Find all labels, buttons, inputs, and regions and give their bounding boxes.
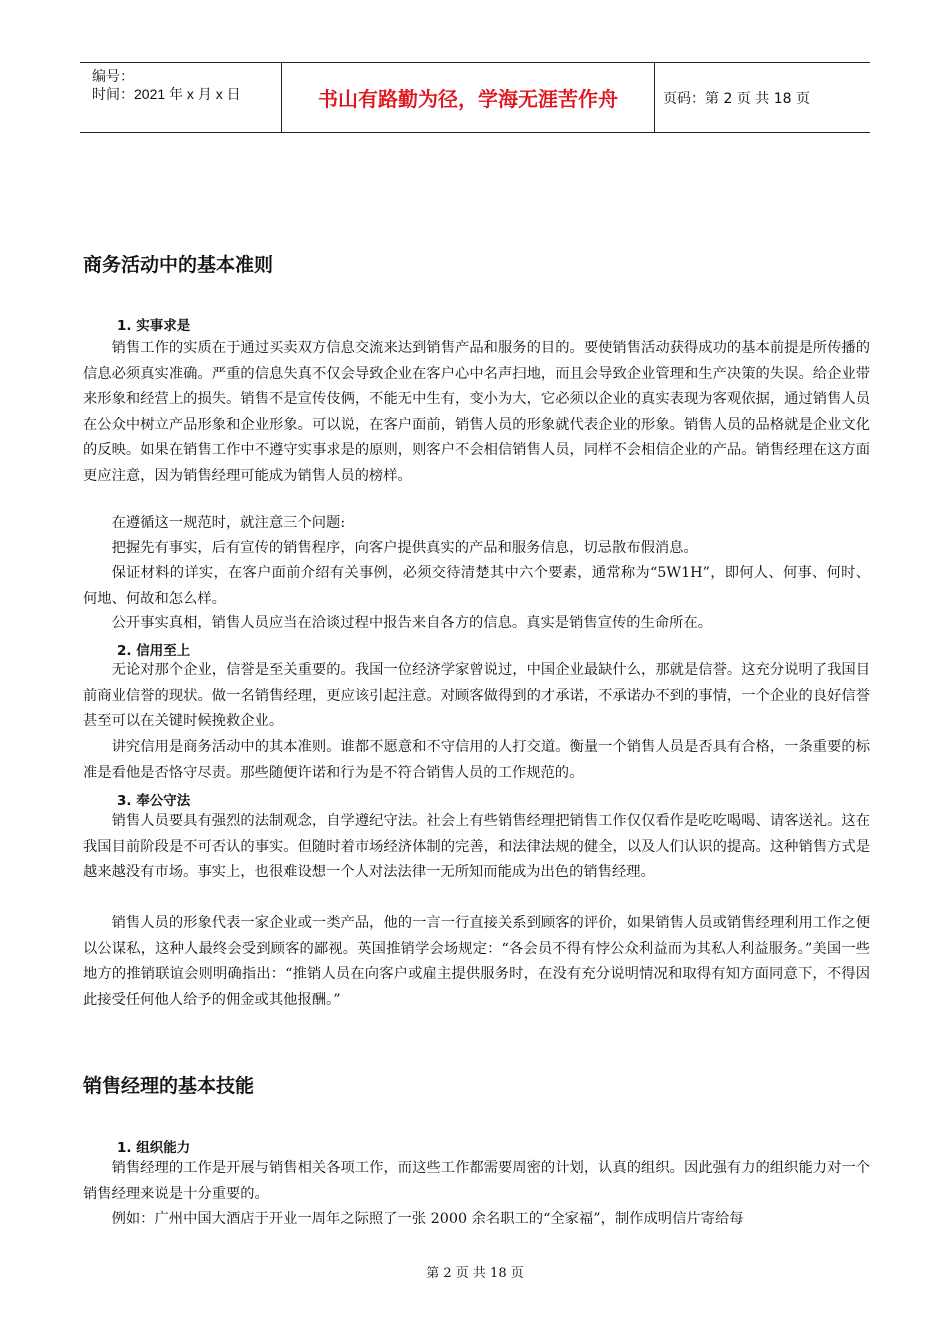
header-meta: [80, 63, 282, 132]
paragraph: 销售人员的形象代表一家企业或一类产品，他的一言一行直接关系到顾客的评价，如果销售人员或销售经理利用工作之便以公谋私，这种人最终会受到顾客的鄙视。英国推销学会场规定：“各会员不得有悖公众利益而为其私人利益服务。”美国一些地方的推销联谊会则明确指出：“推销人员在向客户或雇主提供服务时，在没有充分说明情况和取得有知方面同意下，不得因此接受任何他人给予的佣金或其他报酬。”: [83, 915, 870, 1008]
paragraph: 销售经理的工作是开展与销售相关各项工作，而这些工作都需要周密的计划，认真的组织。因此强有力的组织能力对一个销售经理来说是十分重要的。: [83, 1160, 870, 1202]
subsection-heading: 3. 奉公守法: [117, 793, 191, 809]
paragraph: 销售工作的实质在于通过买卖双方信息交流来达到销售产品和服务的目的。要使销售活动获得成功的基本前提是所传播的信息必须真实准确。严重的信息失真不仅会导致企业在客户心中名声扫地，而且会导致企业管理和生产决策的失误。给企业带来形象和经营上的损失。销售不是宣传伎俩，不能无中生有，变小为大，它必须以企业的真实表现为客观依据，通过销售人员在公众中树立产品形象和企业形象。可以说，在客户面前，销售人员的形象就代表企业的形象。销售人员的品格就是企业文化的反映。如果在销售工作中不遵守实事求是的原则，则客户不会相信销售人员，同样不会相信企业的产品。销售经理在这方面更应注意，因为销售经理可能成为销售人员的榜样。: [83, 340, 870, 484]
paragraph: 讲究信用是商务活动中的其本准则。谁都不愿意和不守信用的人打交道。衡量一个销售人员是否具有合格，一条重要的标准是看他是否恪守尽责。那些随便许诺和行为是不符合销售人员的工作规范的。: [83, 739, 870, 781]
subsection-heading: 1. 实事求是: [117, 318, 191, 334]
page-footer: 第 2 页 共 18 页: [426, 1266, 524, 1281]
subsection-heading: 1. 组织能力: [117, 1140, 191, 1156]
document-date-label: 时间：2021 年 x 月 x 日: [92, 86, 241, 102]
paragraph: 公开事实真相，销售人员应当在洽谈过程中报告来自各方的信息。真实是销售宣传的生命所在。: [111, 615, 713, 631]
paragraph: 无论对那个企业，信誉是至关重要的。我国一位经济学家曾说过，中国企业最缺什么，那就是信誉。这充分说明了我国目前商业信誉的现状。做一名销售经理，更应该引起注意。对顾客做得到的才承诺，不承诺办不到的事情，一个企业的良好信誉甚至可以在关键时候挽救企业。: [83, 662, 870, 729]
paragraph: 保证材料的详实，在客户面前介绍有关事例，必须交待清楚其中六个要素，通常称为“5W1H”，即何人、何事、何时、何地、何故和怎么样。: [83, 565, 870, 607]
paragraph: 销售人员要具有强烈的法制观念，自学遵纪守法。社会上有些销售经理把销售工作仅仅看作是吃吃喝喝、请客送礼。这在我国目前阶段是不可否认的事实。但随时着市场经济体制的完善，和法律法规的健全，以及人们认识的提高。这种销售方式是越来越没有市场。事实上，也很难设想一个人对法法律一无所知而能成为出色的销售经理。: [83, 813, 870, 880]
paragraph: 把握先有事实，后有宣传的销售程序，向客户提供真实的产品和服务信息，切忌散布假消息。: [111, 540, 698, 556]
subsection-heading: 2. 信用至上: [117, 643, 191, 659]
header-page-info: 页码：第 2 页 共 18 页: [663, 90, 810, 107]
section-title: 商务活动中的基本准则: [83, 254, 274, 276]
section-title: 销售经理的基本技能: [83, 1075, 255, 1097]
paragraph: 例如：广州中国大酒店于开业一周年之际照了一张 2000 余名职工的“全家福”，制作成明信片寄给每: [111, 1211, 744, 1227]
paragraph: 在遵循这一规范时，就注意三个问题:: [111, 515, 346, 531]
page-header: [80, 62, 870, 133]
header-motto: 书山有路勤为径，学海无涯苦作舟: [282, 63, 655, 132]
document-number-label: 编号：: [92, 68, 134, 84]
